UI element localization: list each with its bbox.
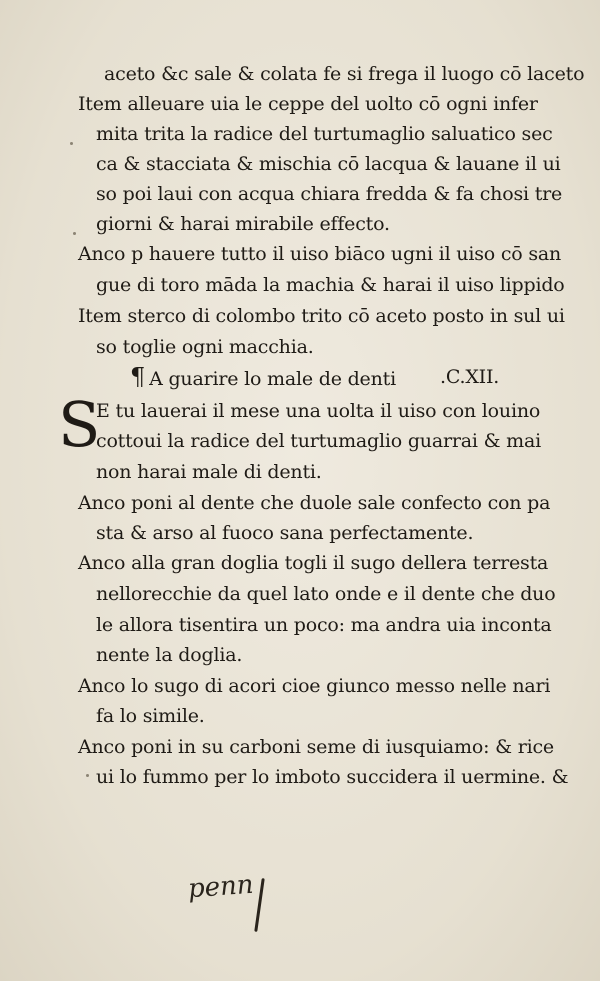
text-line: giorni & harai mirabile effecto. [96, 213, 390, 235]
text-line: Anco lo sugo di acori cioe giunco messo nelle nari [78, 675, 551, 697]
text-line: Item alleuare uia le ceppe del uolto cō ogni infer [78, 93, 538, 115]
text-line: cottoui la radice del turtumaglio guarrai & mai [96, 430, 541, 452]
handwritten-signature: penn [187, 869, 255, 905]
ink-speck [70, 142, 73, 145]
text-line: Anco alla gran doglia togli il sugo dellera terresta [78, 552, 549, 574]
text-line: Item sterco di colombo trito cō aceto posto in sul ui [78, 305, 565, 327]
text-line: ui lo fummo per lo imboto succidera il uermine. & [96, 766, 569, 788]
chapter-heading [130, 363, 570, 391]
signature-stroke [254, 878, 264, 932]
text-line: E tu lauerai il mese una uolta il uiso con louino [96, 400, 541, 422]
text-line: nente la doglia. [96, 644, 243, 666]
pilcrow-icon: ¶ [130, 363, 146, 391]
text-line: sta & arso al fuoco sana perfectamente. [96, 522, 474, 544]
text-line: Anco poni al dente che duole sale confecto con pa [78, 492, 551, 514]
text-line: so poi laui con acqua chiara fredda & fa chosi tre [96, 183, 563, 205]
text-line: mita trita la radice del turtumaglio saluatico sec [96, 123, 553, 145]
text-line: ca & stacciata & mischia cō lacqua & lauane il ui [96, 153, 561, 175]
text-line: aceto &c sale & colata fe si frega il luogo cō laceto [104, 63, 585, 85]
text-line: non harai male di denti. [96, 461, 322, 483]
text-line: Anco p hauere tutto il uiso biāco ugni il uiso cō san [78, 243, 562, 265]
text-line: nellorecchie da quel lato onde e il dente che duo [96, 583, 556, 605]
text-line: so toglie ogni macchia. [96, 336, 314, 358]
chapter-number: .C.XII. [440, 366, 500, 388]
ink-speck [86, 774, 89, 777]
text-line: fa lo simile. [96, 705, 205, 727]
decorated-initial: S [58, 388, 101, 461]
text-line: Anco poni in su carboni seme di iusquiamo: & rice [78, 736, 554, 758]
text-line: le allora tisentira un poco: ma andra uia inconta [96, 614, 552, 636]
chapter-title: A guarire lo male de denti [149, 368, 396, 390]
text-line: gue di toro māda la machia & harai il uiso lippido [96, 274, 565, 296]
ink-speck [73, 232, 76, 235]
